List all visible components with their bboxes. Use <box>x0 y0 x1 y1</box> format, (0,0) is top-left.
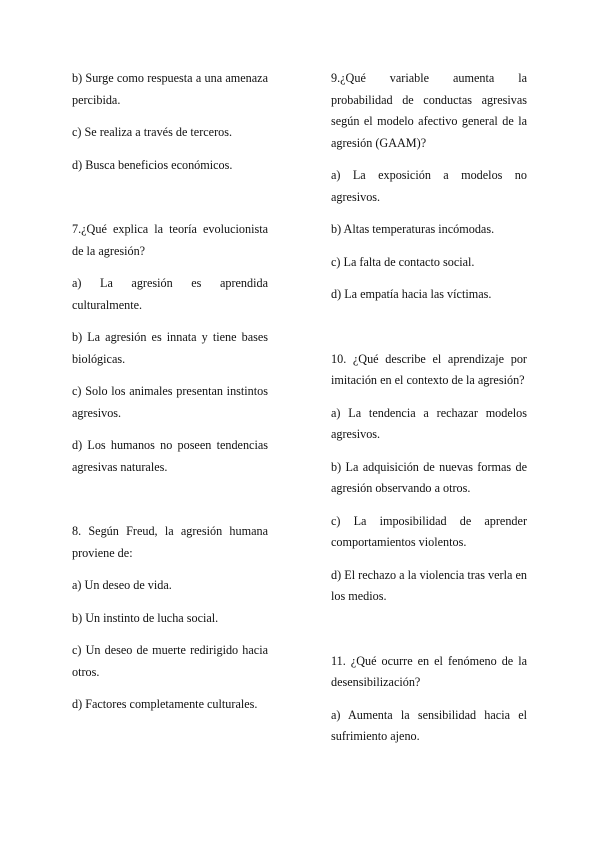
q10-option-b: b) La adquisición de nuevas formas de agresión observando a otros. <box>331 459 527 495</box>
q11-question: 11. ¿Qué ocurre en el fenómeno de la desensibilización? <box>331 653 527 689</box>
q7-option-b: b) La agresión es innata y tiene bases biológicas. <box>72 330 268 366</box>
q7-option-a: a) La agresión es aprendida culturalmente. <box>72 276 268 312</box>
q8-option-c: c) Un deseo de muerte redirigido hacia otros. <box>72 643 268 679</box>
q8-option-b: b) Un instinto de lucha social. <box>72 610 219 625</box>
q11-option-a: a) Aumenta la sensibilidad hacia el sufrimiento ajeno. <box>331 707 527 743</box>
q10-question: 10. ¿Qué describe el aprendizaje por imitación en el contexto de la agresión? <box>331 351 527 387</box>
left-column <box>72 68 268 716</box>
q9-option-c: c) La falta de contacto social. <box>331 254 475 269</box>
q6-option-c: c) Se realiza a través de terceros. <box>72 125 233 139</box>
q7-option-c: c) Solo los animales presentan instintos agresivos. <box>72 384 268 420</box>
q9-option-d: d) La empatía hacia las víctimas. <box>331 287 492 301</box>
q6-option-d: d) Busca beneficios económicos. <box>72 157 233 172</box>
q9-question: 9.¿Qué variable aumenta la probabilidad de conductas agresivas según el modelo afectivo general de la agresión (GAAM)? <box>331 71 527 150</box>
q10-option-d: d) El rechazo a la violencia tras verla en los medios. <box>331 567 527 603</box>
q8-option-a: a) Un deseo de vida. <box>72 578 172 592</box>
q6-option-b: b) Surge como respuesta a una amenaza percibida. <box>72 71 268 107</box>
q7-option-d: d) Los humanos no poseen tendencias agresivas naturales. <box>72 438 268 474</box>
q10-option-a: a) La tendencia a rechazar modelos agresivos. <box>331 405 527 441</box>
q8-option-d: d) Factores completamente culturales. <box>72 697 258 711</box>
q7-question: 7.¿Qué explica la teoría evolucionista de la agresión? <box>72 222 268 258</box>
q10-option-c: c) La imposibilidad de aprender comportamientos violentos. <box>331 513 527 549</box>
right-column <box>331 68 527 748</box>
q9-option-b: b) Altas temperaturas incómodas. <box>331 222 495 236</box>
q9-option-a: a) La exposición a modelos no agresivos. <box>331 168 527 204</box>
q8-question: 8. Según Freud, la agresión humana proviene de: <box>72 524 268 560</box>
